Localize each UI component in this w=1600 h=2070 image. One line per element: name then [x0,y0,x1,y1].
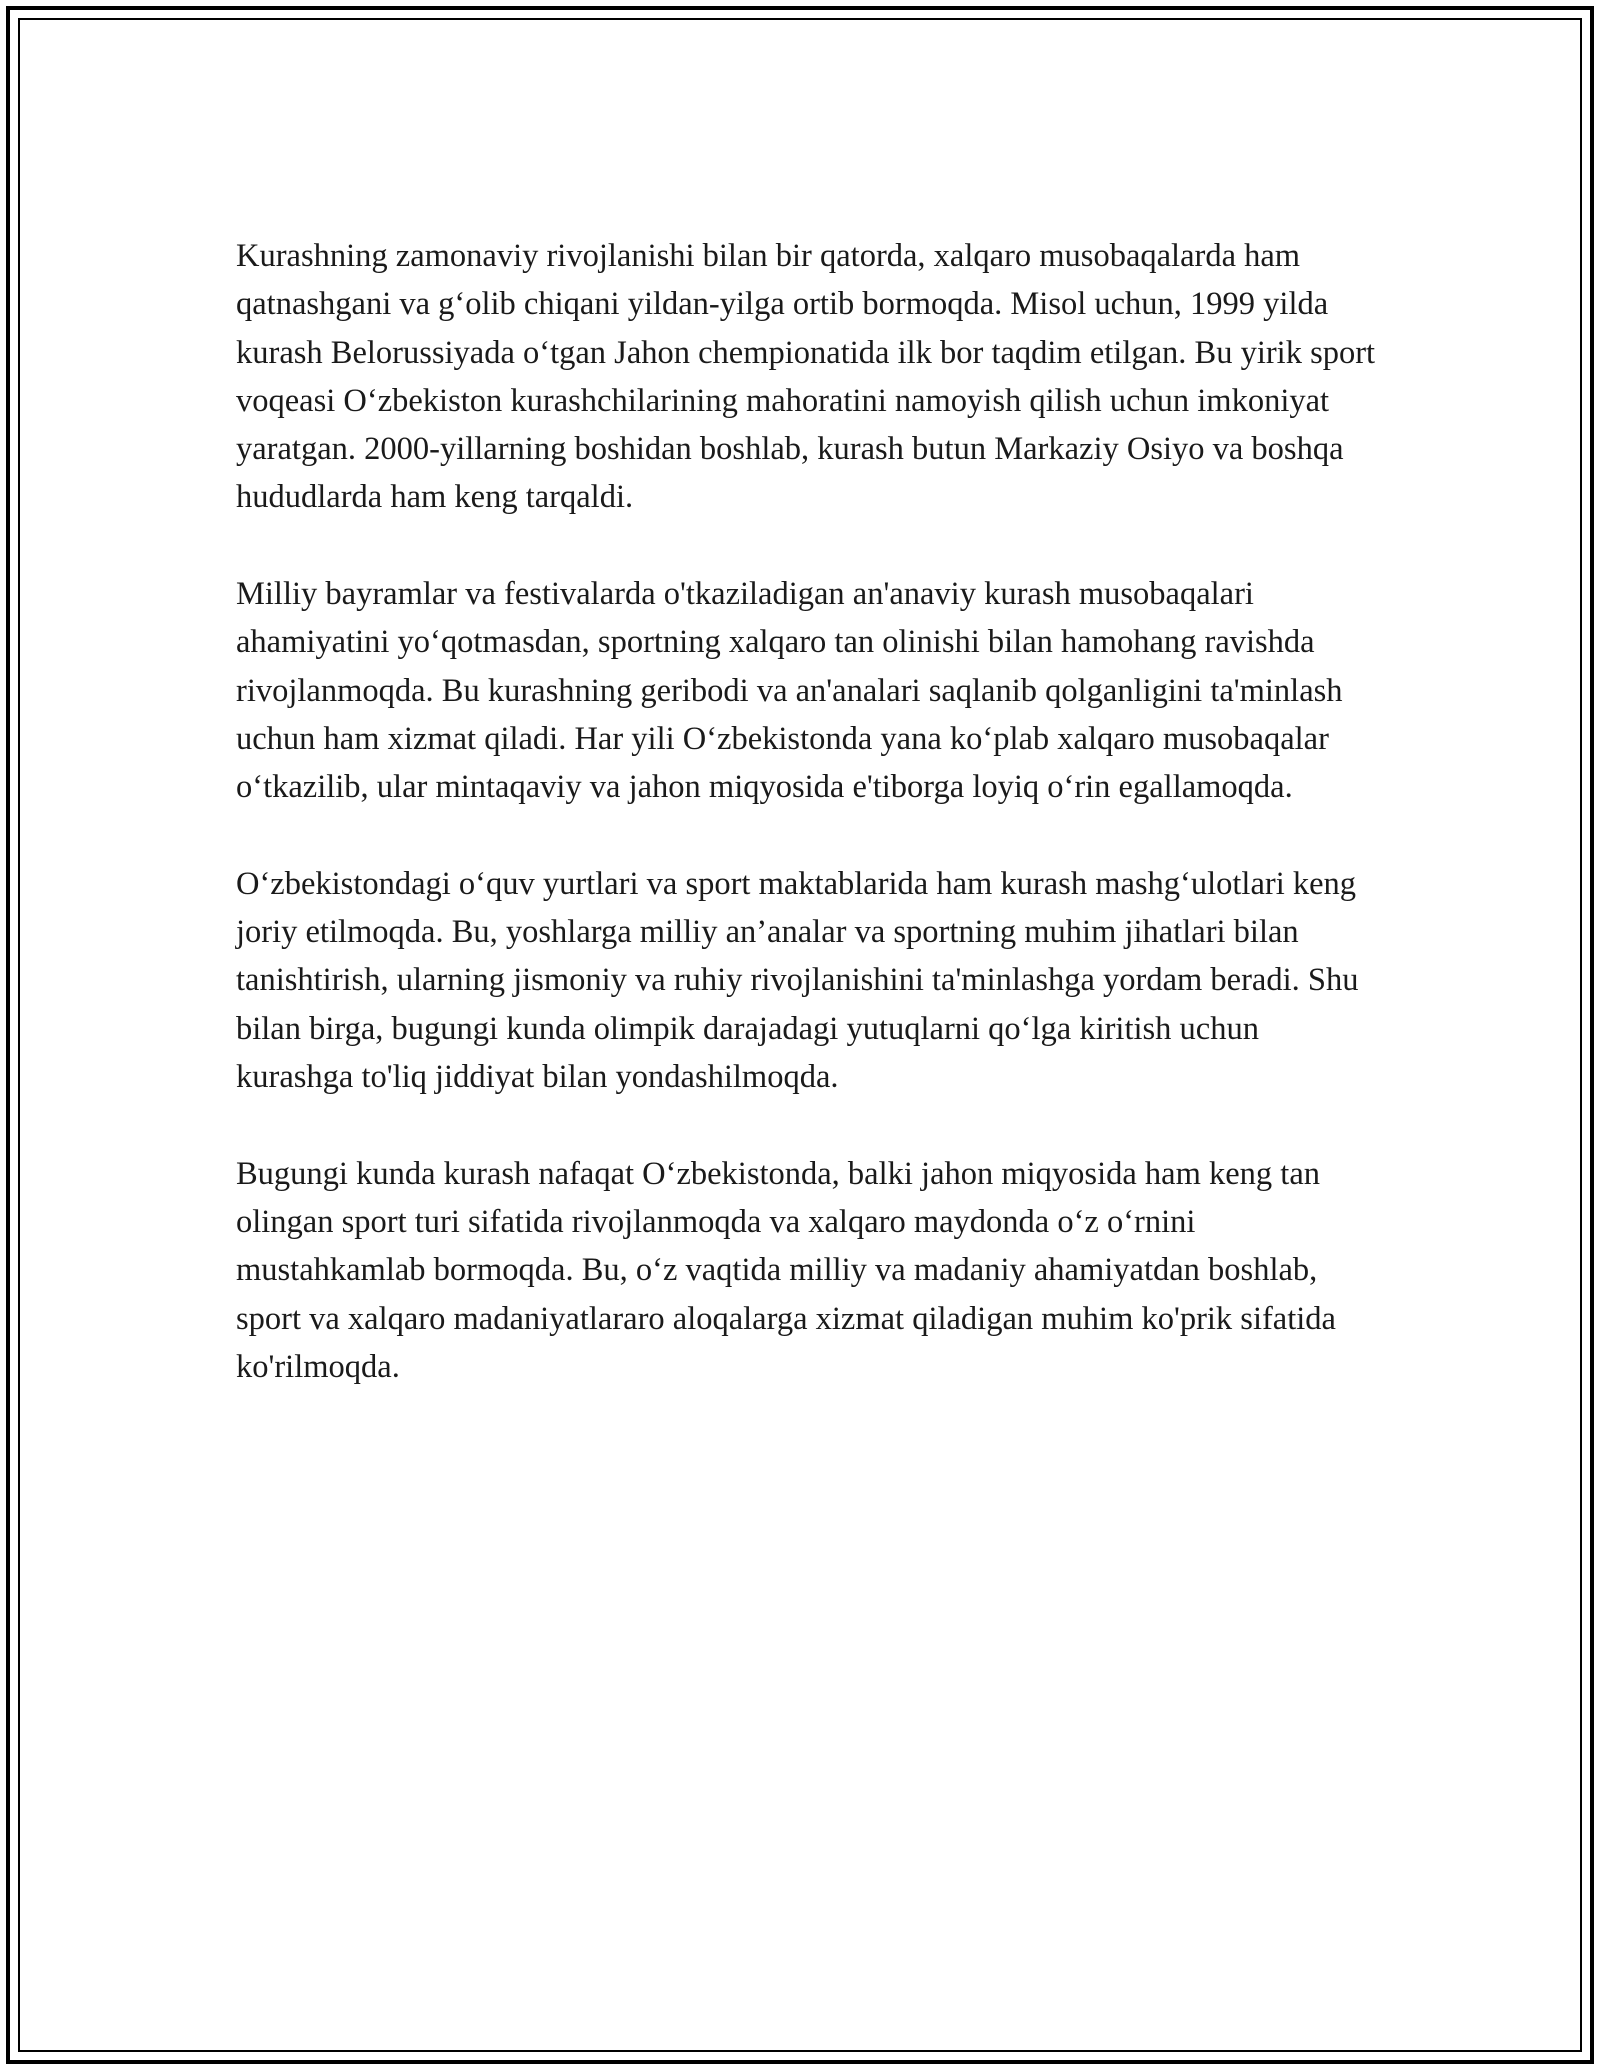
paragraph-3: O‘zbekistondagi o‘quv yurtlari va sport maktablarida ham kurash mashg‘ulotlari keng joriy etilmoqda. Bu, yoshlarga milliy an’analar va sportning muhim jihatlari bilan tanishtirish, ularning jismoniy va ruhiy rivojlanishini ta'minlashga yordam beradi. Shu bilan birga, bugungi kunda olimpik darajadagi yutuqlarni qo‘lga kiritish uchun kurashga to'liq jiddiyat bilan yondashilmoqda. [236,865,1359,1096]
paragraph-2: Milliy bayramlar va festivalarda o'tkaziladigan an'anaviy kurash musobaqalari ahamiyatini yo‘qotmasdan, sportning xalqaro tan olinishi bilan hamohang ravishda rivojlanmoqda. Bu kurashning geribodi va an'analari saqlanib qolganligini ta'minlash uchun ham xizmat qiladi. Har yili O‘zbekistonda yana ko‘plab xalqaro musobaqalar o‘tkazilib, ular mintaqaviy va jahon miqyosida e'tiborga loyiq o‘rin egallamoqda. [236,576,1343,806]
paragraph-1: Kurashning zamonaviy rivojlanishi bilan bir qatorda, xalqaro musobaqalarda ham qatnashgani va g‘olib chiqani yildan-yilga ortib bormoqda. Misol uchun, 1999 yilda kurash Belorussiyada o‘tgan Jahon chempionatida ilk bor taqdim etilgan. Bu yirik sport voqeasi O‘zbekiston kurashchilarining mahoratini namoyish qilish uchun imkoniyat yaratgan. 2000-yillarning boshidan boshlab, kurash butun Markaziy Osiyo va boshqa hududlarda ham keng tarqaldi. [236,238,1376,516]
document-body [236,232,1376,1439]
paragraph-4: Bugungi kunda kurash nafaqat O‘zbekistonda, balki jahon miqyosida ham keng tan olingan sport turi sifatida rivojlanmoqda va xalqaro maydonda o‘z o‘rnini mustahkamlab bormoqda. Bu, o‘z vaqtida milliy va madaniy ahamiyatdan boshlab, sport va xalqaro madaniyatlararo aloqalarga xizmat qiladigan muhim ko'prik sifatida ko'rilmoqda. [236,1155,1336,1385]
